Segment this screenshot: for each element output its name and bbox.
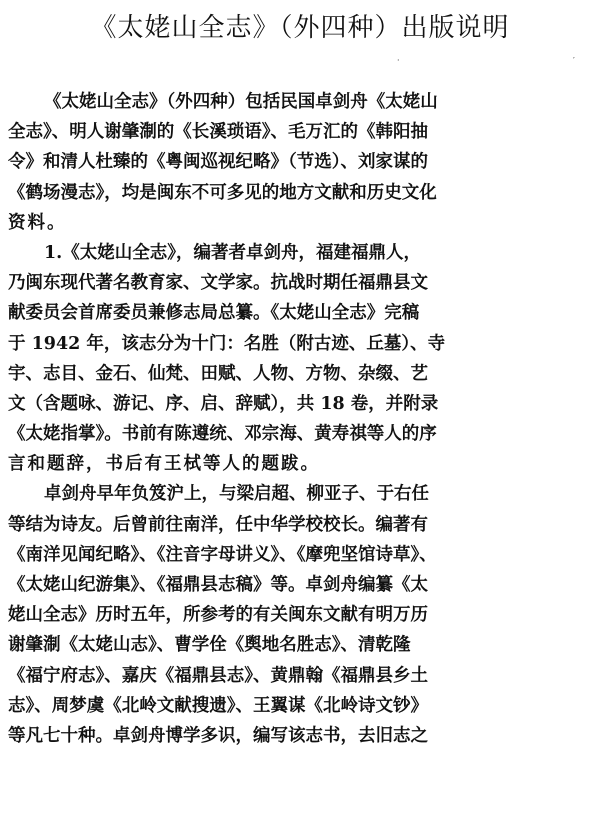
text-line: 《太姥指掌》。书前有陈遵统、邓宗海、黄寿祺等人的序	[8, 424, 437, 445]
text-line: 《鹤场漫志》，均是闽东不可多见的地方文献和历史文化	[8, 182, 437, 203]
text-line: 《南洋见闻纪略》、《注音字母讲义》、《摩兜坚馆诗草》、	[8, 544, 437, 565]
text-line: 志》、周梦虞《北岭文献搜遗》、王翼谋《北岭诗文钞》	[8, 695, 428, 716]
text-line: 卓剑舟早年负笈沪上，与梁启超、柳亚子、于右任	[44, 484, 429, 505]
text-line: 《太姥山纪游集》、《福鼎县志稿》等。卓剑舟编纂《太	[8, 575, 428, 595]
text-line: 于 1942 年，该志分为十门：名胜（附古迹、丘墓）、寺	[8, 333, 446, 354]
text-line: 1.《太姥山全志》，编著者卓剑舟，福建福鼎人，	[44, 242, 422, 263]
text-line: 言和题辞，书后有王栻等人的题跋。	[8, 454, 320, 475]
text-line: 全志》、明人谢肇淛的《长溪琐语》、毛万汇的《韩阳抽	[8, 122, 428, 143]
text-line: 令》和清人杜臻的《粤闽巡视纪略》（节选）、刘家谋的	[8, 152, 428, 173]
text-line: 献委员会首席委员兼修志局总纂。《太姥山全志》完稿	[8, 303, 420, 324]
speck-mark: ·	[397, 56, 400, 65]
text-line: 乃闽东现代著名教育家、文学家。抗战时期任福鼎县文	[8, 273, 428, 294]
speck-mark: ′	[573, 56, 575, 65]
text-line: 等凡七十种。卓剑舟博学多识，编写该志书，去旧志之	[8, 725, 428, 746]
text-line: 宇、志目、金石、仙梵、田赋、人物、方物、杂缀、艺	[8, 363, 428, 384]
text-line: 《福宁府志》、嘉庆《福鼎县志》、黄鼎翰《福鼎县乡土	[8, 665, 428, 686]
text-line: 文（含题咏、游记、序、启、辞赋），共 18 卷，并附录	[8, 393, 439, 414]
text-line: 资料。	[8, 212, 67, 233]
text-line: 谢肇淛《太姥山志》、曹学佺《舆地名胜志》、清乾隆	[8, 635, 411, 656]
text-line: 等结为诗友。后曾前往南洋，任中华学校校长。编著有	[8, 514, 428, 535]
page-title: 《太姥山全志》（外四种）出版说明	[90, 13, 510, 43]
text-line: 姥山全志》历时五年，所参考的有关闽东文献有明万历	[8, 605, 428, 626]
text-line: 《太姥山全志》（外四种）包括民国卓剑舟《太姥山	[44, 92, 438, 112]
body-text	[8, 87, 592, 751]
